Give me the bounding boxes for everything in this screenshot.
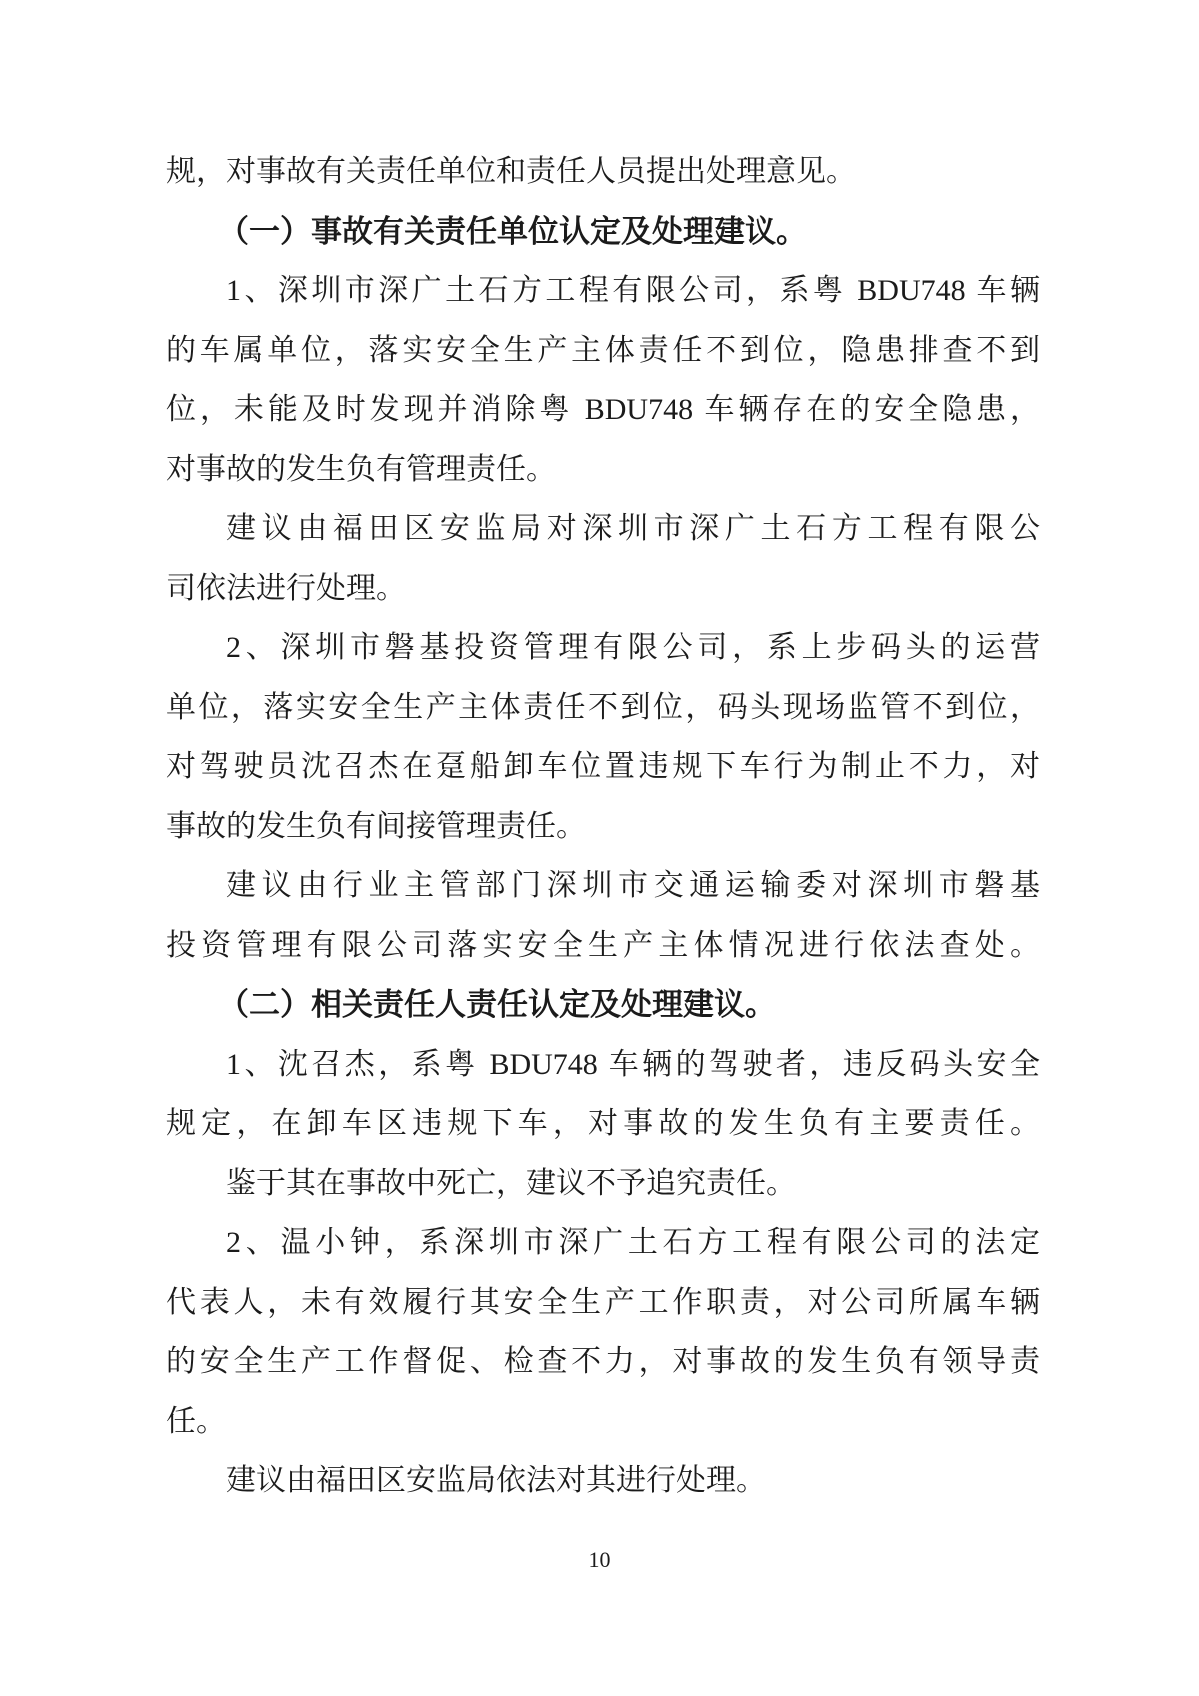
text-line: 建议由福田区安监局依法对其进行处理。 xyxy=(226,1464,766,1497)
text-line: 的车属单位，落实安全生产主体责任不到位，隐患排查不到 xyxy=(166,333,1040,367)
text-line: 司依法进行处理。 xyxy=(166,571,406,605)
section-heading: （二）相关责任人责任认定及处理建议。 xyxy=(218,987,776,1022)
text-line: 建议由行业主管部门深圳市交通运输委对深圳市磐基 xyxy=(226,869,1040,902)
page-number: 10 xyxy=(588,1547,611,1572)
text-line: 任。 xyxy=(166,1404,226,1438)
text-line: 1、深圳市深广土石方工程有限公司，系粤 BDU748 车辆 xyxy=(226,274,1040,307)
text-line: 对驾驶员沈召杰在趸船卸车位置违规下车行为制止不力，对 xyxy=(166,750,1040,783)
text-line: 对事故的发生负有管理责任。 xyxy=(166,452,556,486)
text-line: 鉴于其在事故中死亡，建议不予追究责任。 xyxy=(226,1166,796,1200)
text-line: 事故的发生负有间接管理责任。 xyxy=(166,809,586,843)
text-line: 规定，在卸车区违规下车，对事故的发生负有主要责任。 xyxy=(166,1107,1040,1140)
text-line: 规，对事故有关责任单位和责任人员提出处理意见。 xyxy=(166,155,856,188)
text-line: 2、深圳市磐基投资管理有限公司，系上步码头的运营 xyxy=(226,631,1040,664)
document-body xyxy=(166,142,1040,1511)
text-line: 投资管理有限公司落实安全生产主体情况进行依法查处。 xyxy=(166,928,1040,962)
text-line: 代表人，未有效履行其安全生产工作职责，对公司所属车辆 xyxy=(166,1285,1040,1319)
section-heading: （一）事故有关责任单位认定及处理建议。 xyxy=(218,213,807,249)
text-line: 2、温小钟，系深圳市深广土石方工程有限公司的法定 xyxy=(226,1226,1040,1259)
text-line: 建议由福田区安监局对深圳市深广土石方工程有限公 xyxy=(226,512,1040,545)
text-line: 位，未能及时发现并消除粤 BDU748 车辆存在的安全隐患， xyxy=(166,393,1040,426)
text-line: 的安全生产工作督促、检查不力，对事故的发生负有领导责 xyxy=(166,1345,1040,1378)
text-line: 1、沈召杰，系粤 BDU748 车辆的驾驶者，违反码头安全 xyxy=(226,1047,1040,1081)
text-line: 单位，落实安全生产主体责任不到位，码头现场监管不到位， xyxy=(166,690,1040,724)
